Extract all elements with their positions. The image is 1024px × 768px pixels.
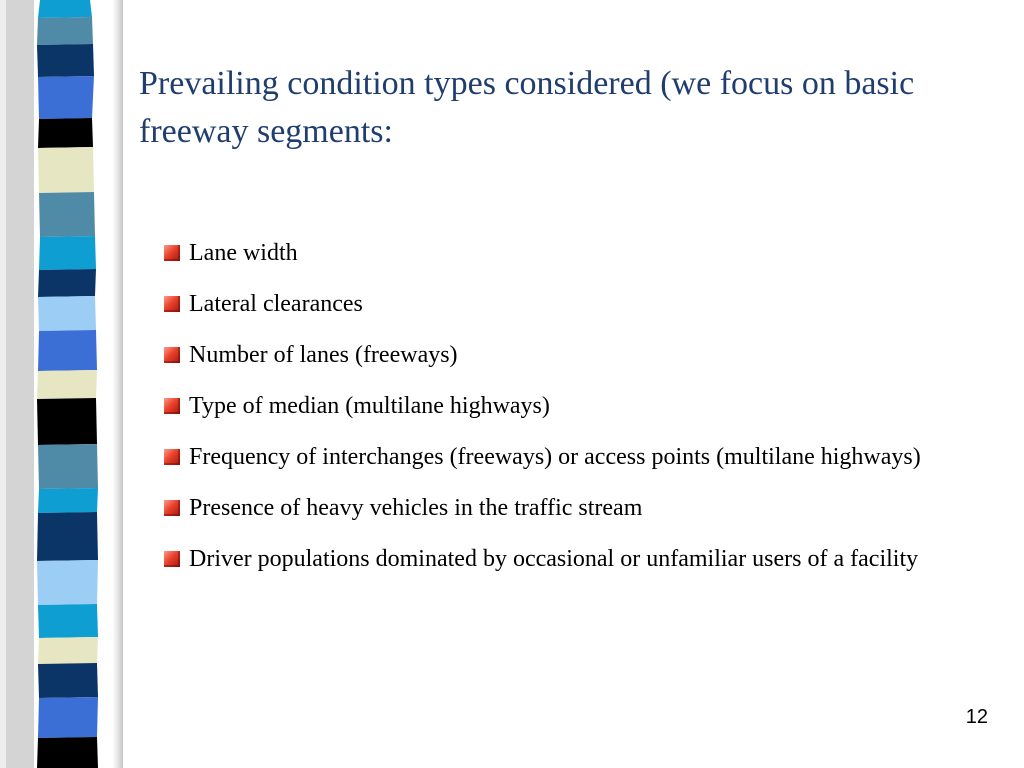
bullet-list bbox=[164, 236, 944, 593]
page-number: 12 bbox=[965, 706, 988, 728]
red-square-bullet-icon bbox=[164, 245, 180, 261]
bullet-text: Type of median (multilane highways) bbox=[189, 393, 550, 419]
bullet-item bbox=[164, 236, 944, 270]
bullet-item bbox=[164, 389, 944, 423]
bullet-text: Lateral clearances bbox=[189, 291, 363, 317]
red-square-bullet-icon bbox=[164, 347, 180, 363]
slide-title: Prevailing condition types considered (we focus on basic freeway segments: bbox=[139, 65, 915, 150]
decorative-side-stripe bbox=[0, 0, 130, 768]
bullet-text: Driver populations dominated by occasional or unfamiliar users of a facility bbox=[189, 546, 919, 572]
bullet-item bbox=[164, 440, 944, 474]
bullet-item bbox=[164, 542, 944, 576]
red-square-bullet-icon bbox=[164, 500, 180, 516]
red-square-bullet-icon bbox=[164, 296, 180, 312]
bullet-item bbox=[164, 491, 944, 525]
red-square-bullet-icon bbox=[164, 449, 180, 465]
bullet-text: Lane width bbox=[189, 240, 298, 266]
bullet-item bbox=[164, 338, 944, 372]
red-square-bullet-icon bbox=[164, 398, 180, 414]
red-square-bullet-icon bbox=[164, 551, 180, 567]
bullet-text: Frequency of interchanges (freeways) or access points (multilane highways) bbox=[189, 444, 921, 470]
bullet-item bbox=[164, 287, 944, 321]
stripe-blocks bbox=[37, 0, 98, 768]
bullet-text: Number of lanes (freeways) bbox=[189, 342, 458, 368]
bullet-text: Presence of heavy vehicles in the traffic stream bbox=[189, 495, 643, 521]
